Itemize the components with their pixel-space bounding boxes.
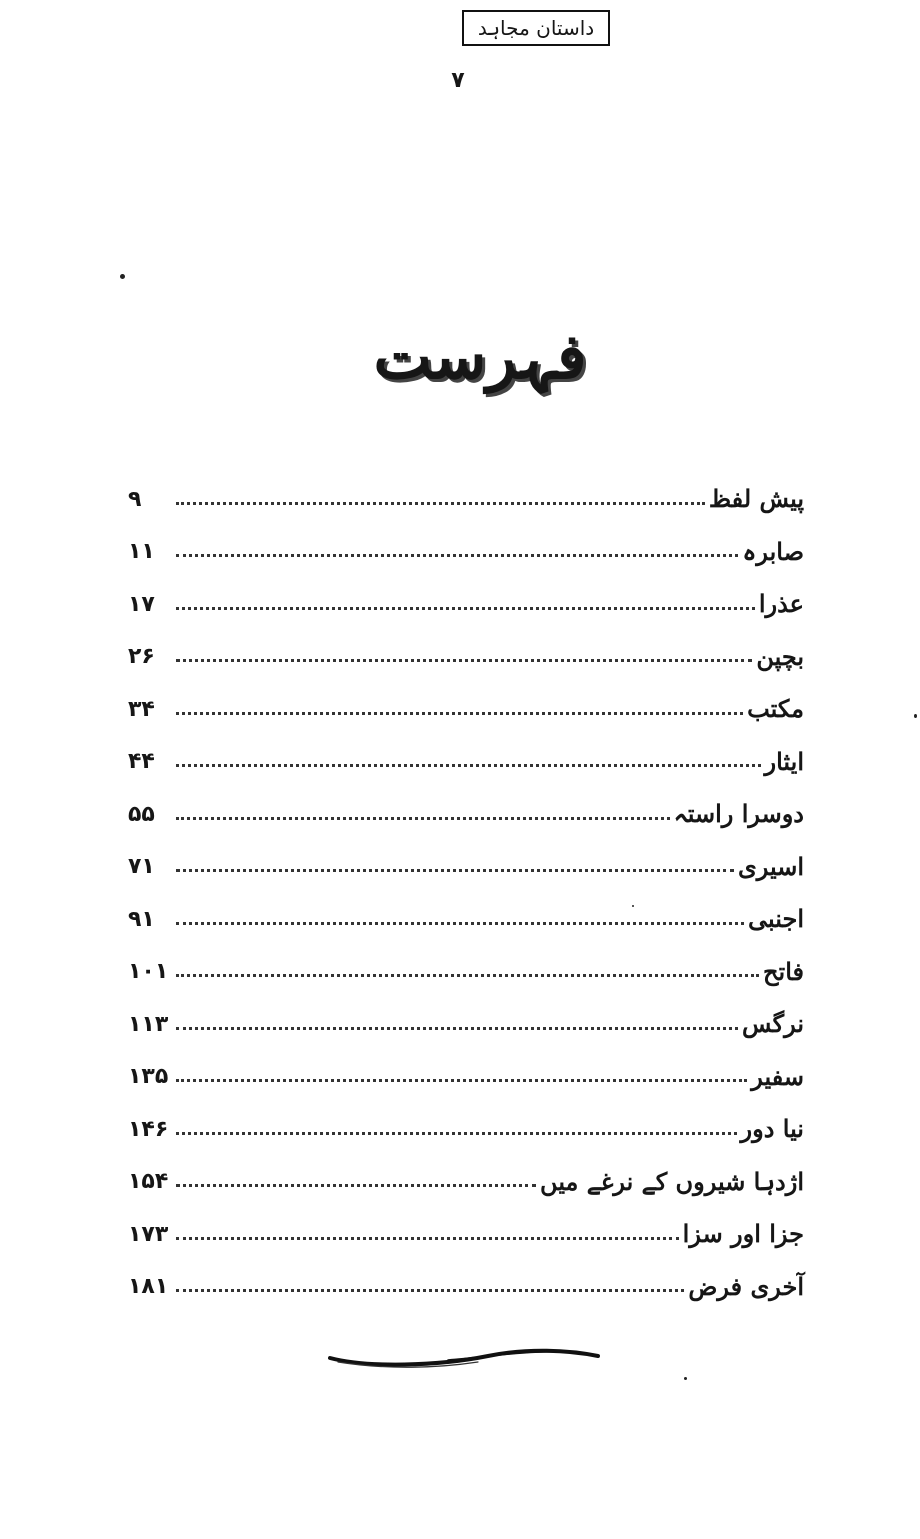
toc-leader-dots xyxy=(176,1183,536,1187)
toc-page-number: ۳۴ xyxy=(128,696,155,722)
toc-leader-dots xyxy=(176,658,752,662)
toc-leader-dots xyxy=(176,606,755,610)
toc-title: پیش لفظ xyxy=(708,484,804,514)
speck-mark xyxy=(684,1377,687,1380)
speck-mark xyxy=(914,714,917,718)
toc-title: اجنبی xyxy=(748,904,804,934)
toc-row xyxy=(128,1197,804,1250)
toc-title: اسیری xyxy=(737,851,804,881)
page-number: ۷ xyxy=(451,68,465,93)
toc-title: صابرہ xyxy=(742,536,804,566)
toc-page-number: ۱۴۶ xyxy=(128,1116,169,1142)
toc-leader-dots xyxy=(176,1078,747,1082)
toc-title: فاتح xyxy=(763,956,804,986)
toc-leader-dots xyxy=(176,816,670,820)
toc-row xyxy=(128,672,804,725)
toc-row xyxy=(128,1250,804,1303)
toc-title: نرگس xyxy=(742,1009,804,1039)
toc-leader-dots xyxy=(176,1236,679,1240)
ornamental-flourish xyxy=(328,1344,600,1374)
toc-title: نیا دور xyxy=(740,1114,804,1144)
toc-leader-dots xyxy=(176,921,744,925)
toc-page-number: ۴۴ xyxy=(128,749,155,775)
toc-row xyxy=(128,1145,804,1198)
toc-title: دوسرا راستہ xyxy=(673,799,804,829)
toc-leader-dots xyxy=(176,711,743,715)
flourish-stroke xyxy=(448,1352,590,1360)
toc-title: جزا اور سزا xyxy=(682,1219,804,1249)
toc-row xyxy=(128,462,804,515)
toc-page-number: ۱۷۳ xyxy=(128,1221,169,1247)
toc-leader-dots xyxy=(176,868,734,872)
toc-row xyxy=(128,725,804,778)
toc-row xyxy=(128,620,804,673)
toc-page-number: ۹۱ xyxy=(128,906,155,932)
toc-page-number: ۱۸۱ xyxy=(128,1274,169,1300)
toc-title: ایثار xyxy=(764,746,804,776)
toc-row xyxy=(128,1092,804,1145)
toc-leader-dots xyxy=(176,501,705,505)
toc-page-number: ۱۱۳ xyxy=(128,1011,169,1037)
toc-row xyxy=(128,935,804,988)
toc-title: مکتب xyxy=(747,694,804,724)
toc-page-number: ۱۰۱ xyxy=(128,959,169,985)
speck-mark xyxy=(120,274,125,279)
toc-page-number: ۷۱ xyxy=(128,854,155,880)
toc-page-number: ۱۷ xyxy=(128,591,155,617)
toc-leader-dots xyxy=(176,1131,737,1135)
toc-leader-dots xyxy=(176,1026,738,1030)
toc-title: بچپن xyxy=(756,641,804,671)
toc-leader-dots xyxy=(176,553,738,557)
toc-title: سفیر xyxy=(751,1061,804,1091)
toc-page-number: ۵۵ xyxy=(128,801,155,827)
toc-row xyxy=(128,567,804,620)
toc-row xyxy=(128,777,804,830)
toc-leader-dots xyxy=(176,973,759,977)
flourish-stroke xyxy=(330,1351,598,1365)
toc-leader-dots xyxy=(176,763,761,767)
toc-title: اژدہا شیروں کے نرغے میں xyxy=(540,1166,804,1196)
book-title-box xyxy=(462,10,610,46)
toc-title: آخری فرض xyxy=(688,1271,804,1301)
toc-row xyxy=(128,830,804,883)
toc-leader-dots xyxy=(176,1288,684,1292)
contents-heading: فہرست xyxy=(373,320,587,393)
toc-row xyxy=(128,987,804,1040)
toc-row xyxy=(128,882,804,935)
toc-page-number: ۲۶ xyxy=(128,644,155,670)
toc-row xyxy=(128,515,804,568)
toc-page-number: ۹ xyxy=(128,486,142,512)
book-title: داستان مجاہد xyxy=(477,16,595,40)
table-of-contents xyxy=(128,462,804,1302)
toc-page-number: ۱۵۴ xyxy=(128,1169,169,1195)
toc-page-number: ۱۳۵ xyxy=(128,1064,169,1090)
toc-title: عذرا xyxy=(758,589,804,619)
toc-page-number: ۱۱ xyxy=(128,539,155,565)
toc-row xyxy=(128,1040,804,1093)
